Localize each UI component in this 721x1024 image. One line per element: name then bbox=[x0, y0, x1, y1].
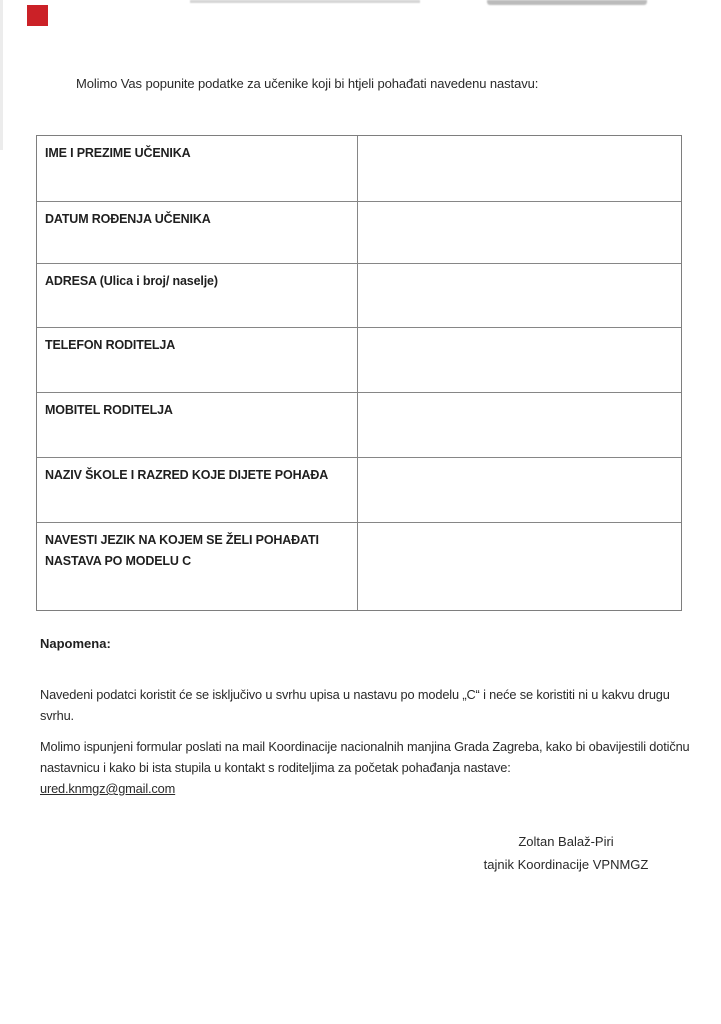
table-row bbox=[37, 458, 681, 523]
data-usage-paragraph: Navedeni podatci koristit će se isključivo u svrhu upisa u nastavu po modelu „C“ i neće se koristiti ni u kakvu drugu svrhu. bbox=[40, 687, 670, 723]
row-value-blank bbox=[358, 264, 681, 327]
table-row bbox=[37, 264, 681, 328]
scan-smudge-artifact bbox=[190, 0, 420, 3]
row-value-blank bbox=[358, 328, 681, 392]
email-link[interactable]: ured.knmgz@gmail.com bbox=[40, 781, 176, 796]
row-label-language-model-c: NAVESTI JEZIK NA KOJEM SE ŽELI POHAĐATI NASTAVA PO MODELU C bbox=[37, 523, 358, 610]
signature-title: tajnik Koordinacije VPNMGZ bbox=[483, 857, 649, 872]
intro-text: Molimo Vas popunite podatke za učenike koji bi htjeli pohađati navedenu nastavu: bbox=[76, 76, 539, 91]
note-heading: Napomena: bbox=[40, 636, 111, 651]
row-label-address: ADRESA (Ulica i broj/ naselje) bbox=[37, 264, 358, 327]
row-value-blank bbox=[358, 393, 681, 457]
table-row bbox=[37, 523, 681, 610]
row-value-blank bbox=[358, 202, 681, 263]
signature-name: Zoltan Balaž-Piri bbox=[518, 834, 614, 849]
student-data-form-table bbox=[36, 135, 682, 611]
scan-edge-artifact bbox=[0, 0, 3, 150]
submission-instructions-paragraph bbox=[40, 736, 690, 799]
row-label-phone: TELEFON RODITELJA bbox=[37, 328, 358, 392]
row-value-blank bbox=[358, 458, 681, 522]
signature-block bbox=[420, 830, 712, 876]
table-row bbox=[37, 202, 681, 264]
row-label-mobile: MOBITEL RODITELJA bbox=[37, 393, 358, 457]
table-row bbox=[37, 136, 681, 202]
red-square-marker bbox=[27, 5, 48, 26]
row-value-blank bbox=[358, 523, 681, 610]
row-label-student-name: IME I PREZIME UČENIKA bbox=[37, 136, 358, 201]
scan-smudge-artifact bbox=[487, 0, 647, 5]
submission-instructions-text: Molimo ispunjeni formular poslati na mail Koordinacije nacionalnih manjina Grada Zagreba, kako bi obavijestili dotičnu nastavnicu i kako bi ista stupila u kontakt s roditeljima za početak pohađanja nastave: bbox=[40, 739, 690, 775]
row-value-blank bbox=[358, 136, 681, 201]
row-label-school-grade: NAZIV ŠKOLE I RAZRED KOJE DIJETE POHAĐA bbox=[37, 458, 358, 522]
row-label-birth-date: DATUM ROĐENJA UČENIKA bbox=[37, 202, 358, 263]
table-row bbox=[37, 328, 681, 393]
table-row bbox=[37, 393, 681, 458]
